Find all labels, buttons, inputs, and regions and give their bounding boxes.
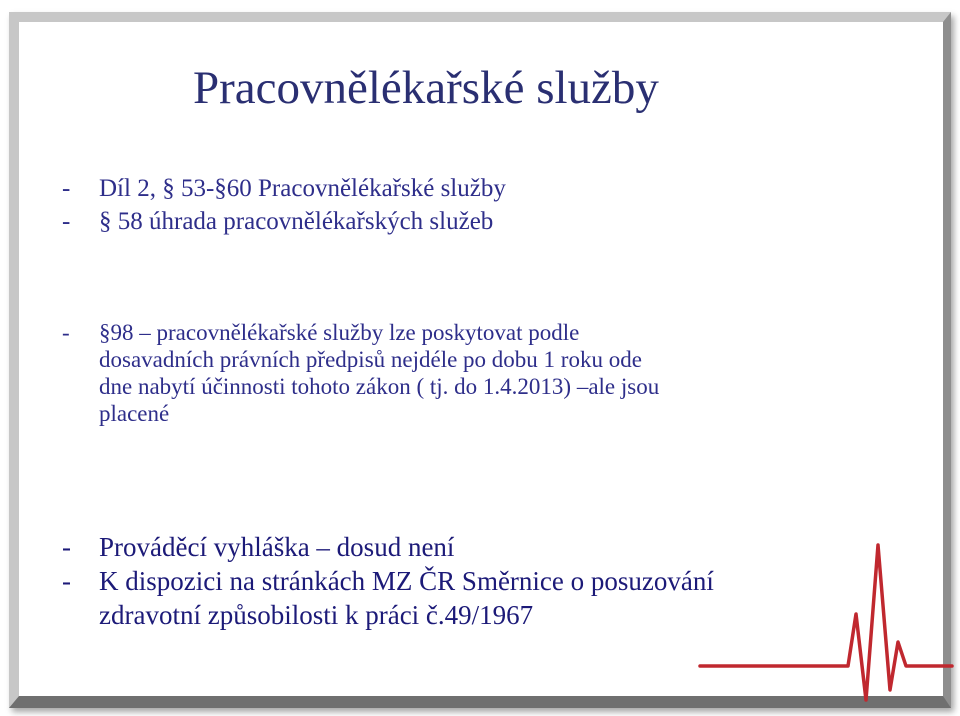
bullet-dash: - — [62, 532, 71, 562]
text-line: dne nabytí účinnosti tohoto zákon ( tj. do 1.4.2013) –ale jsou — [99, 374, 660, 399]
text-line: §98 – pracovnělékařské služby lze poskytovat podle — [99, 320, 580, 345]
text-line: Prováděcí vyhláška – dosud není — [99, 532, 455, 562]
bullet-dash: - — [62, 175, 71, 202]
slide-title: Pracovnělékařské služby — [193, 62, 659, 114]
ecg-line — [700, 545, 952, 700]
list-item-text: Díl 2, § 53-§60 Pracovnělékařské služby — [99, 175, 506, 202]
bullet-dash: - — [62, 208, 71, 235]
text-line: dosavadních právních předpisů nejdéle po dobu 1 roku ode — [99, 347, 642, 372]
bullet-dash: - — [62, 320, 70, 345]
text-line: K dispozici na stránkách MZ ČR Směrnice o posuzování — [99, 566, 714, 596]
text-line: placené — [99, 401, 170, 426]
list-item-text: § 58 úhrada pracovnělékařských služeb — [99, 208, 494, 235]
text-line: zdravotní způsobilosti k práci č.49/1967 — [99, 600, 534, 630]
bullet-dash: - — [62, 566, 71, 596]
